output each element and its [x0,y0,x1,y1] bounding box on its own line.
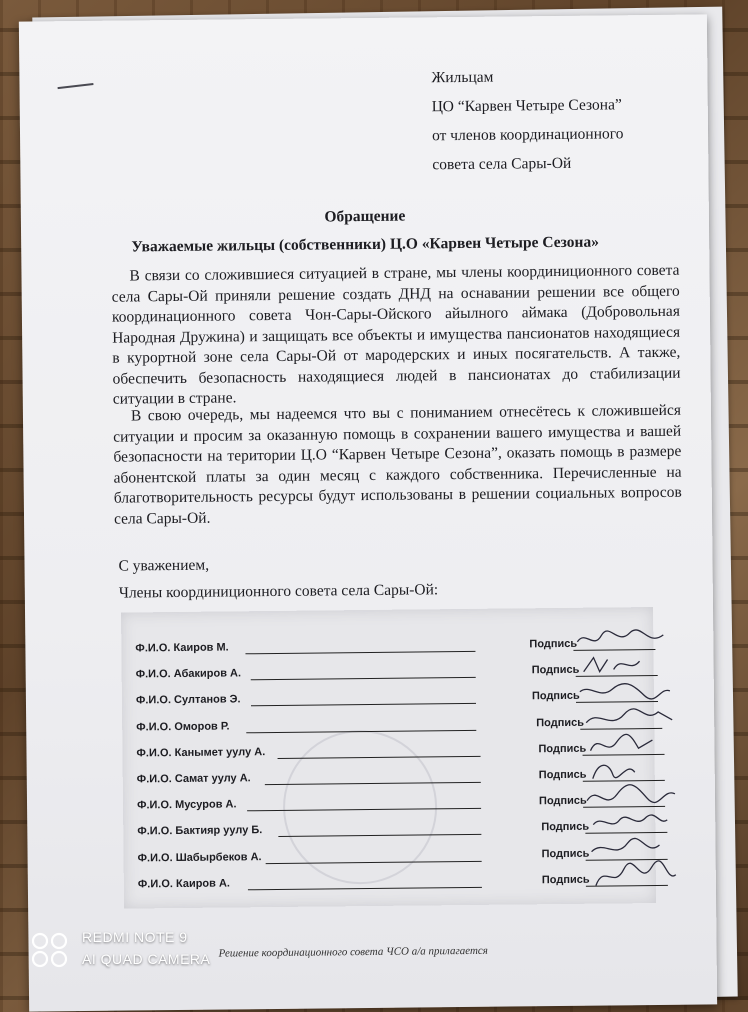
camera-lens-icon [30,931,70,969]
signature-row [138,869,648,896]
signature-row [137,764,647,791]
addressee-line: от членов координационного [431,125,624,145]
signature-row [137,790,647,817]
watermark-model: REDMI NOTE 9 [82,929,188,945]
addressee-line: ЦО “Карвен Четыре Сезона” [431,96,622,116]
signatory-name: Ф.И.О. Бактияр уулу Б. [137,824,263,838]
signatory-name: Ф.И.О. Каиров А. [137,877,230,891]
document-heading: Обращение [324,207,406,226]
signatory-name: Ф.И.О. Оморов Р. [136,720,230,734]
footer-note: Решение координационного совета ЧСО а/а прилагается [218,944,488,960]
body-paragraph: В связи со сложившиеся ситуацией в стране, мы члены координиционного совета села Сары-Ой приняли решение создать ДНД на оснавании решении все общего координационного совета Чон-Сары-Ойского айылного аймака (Добровольная Народная Дружина) и защищать все объекты и имущества пансионатов находящиеся в курортной зоне села Сары-Ой от мародерских и иных посягательств. А также, обеспечить безопасность находящиеся людей в пансионатах до стабилизации ситуации в стране. [111,261,681,408]
name-underline [277,756,480,759]
signature-row [137,843,647,870]
signature-row [137,816,647,843]
signature-row [136,712,646,739]
signature-label: Подпись [541,847,590,860]
name-underline [248,887,482,890]
addressee-line: Жильцам [431,68,494,87]
signature-label: Подпись [529,637,578,651]
signature-label: Подпись [538,742,587,756]
handwritten-signature [590,863,680,894]
signature-label: Подпись [531,663,580,677]
name-underline [265,782,481,785]
letter-page [19,14,717,1011]
signature-label: Подпись [541,873,590,886]
addressee-line: совета села Сары-Ой [432,154,572,174]
addressee-block [431,61,624,179]
signature-label: Подпись [538,768,587,782]
signatory-name: Ф.И.О. Каиров М. [135,641,229,655]
signatory-name: Ф.И.О. Абакиров А. [135,667,242,681]
signatory-name: Ф.И.О. Султанов Э. [135,693,241,707]
signature-table [121,607,656,909]
name-underline [278,834,481,837]
signature-label: Подпись [536,716,585,729]
signatory-name: Ф.И.О. Шабырбеков А. [137,850,262,865]
closing-line: С уважением, [118,556,210,575]
name-underline [247,808,481,811]
watermark-camera: AI QUAD CAMERA [82,951,211,967]
body-paragraph: В свою очередь, мы надеемся что вы с пониманием отнесётесь к сложившейся ситуации и просим за оказанную помощь в сохранении вашего имущества и вашей безопасности на територии Ц.О “Карвен Четыре Сезона”, оказать помощь в размере абонентской платы за один месяц с каждого собственника. Перечисленные на благотворительность ресурсы будут использованы в решении социальных вопросов села Сары-Ой. [113,401,682,528]
signature-row [135,633,645,660]
signatory-name: Ф.И.О. Мусуров А. [136,798,237,812]
signatory-name: Ф.И.О. Канымет уулу А. [136,745,266,760]
signatory-name: Ф.И.О. Самат уулу А. [136,772,251,786]
name-underline [266,860,482,863]
signature-row [136,685,646,712]
members-title: Члены координиционного совета села Сары-Ой: [118,581,439,602]
name-underline [251,677,476,680]
name-underline [245,651,475,654]
signature-row [136,738,646,765]
signature-label: Подпись [531,690,580,703]
signature-row [136,659,646,686]
document-subheading: Уважаемые жильцы (собственники) Ц.О «Карвен Четыре Сезона» [131,233,599,256]
signature-label: Подпись [538,794,587,808]
signature-label: Подпись [541,821,590,834]
name-underline [251,703,476,706]
staple-mark [58,83,94,89]
name-underline [246,729,476,732]
